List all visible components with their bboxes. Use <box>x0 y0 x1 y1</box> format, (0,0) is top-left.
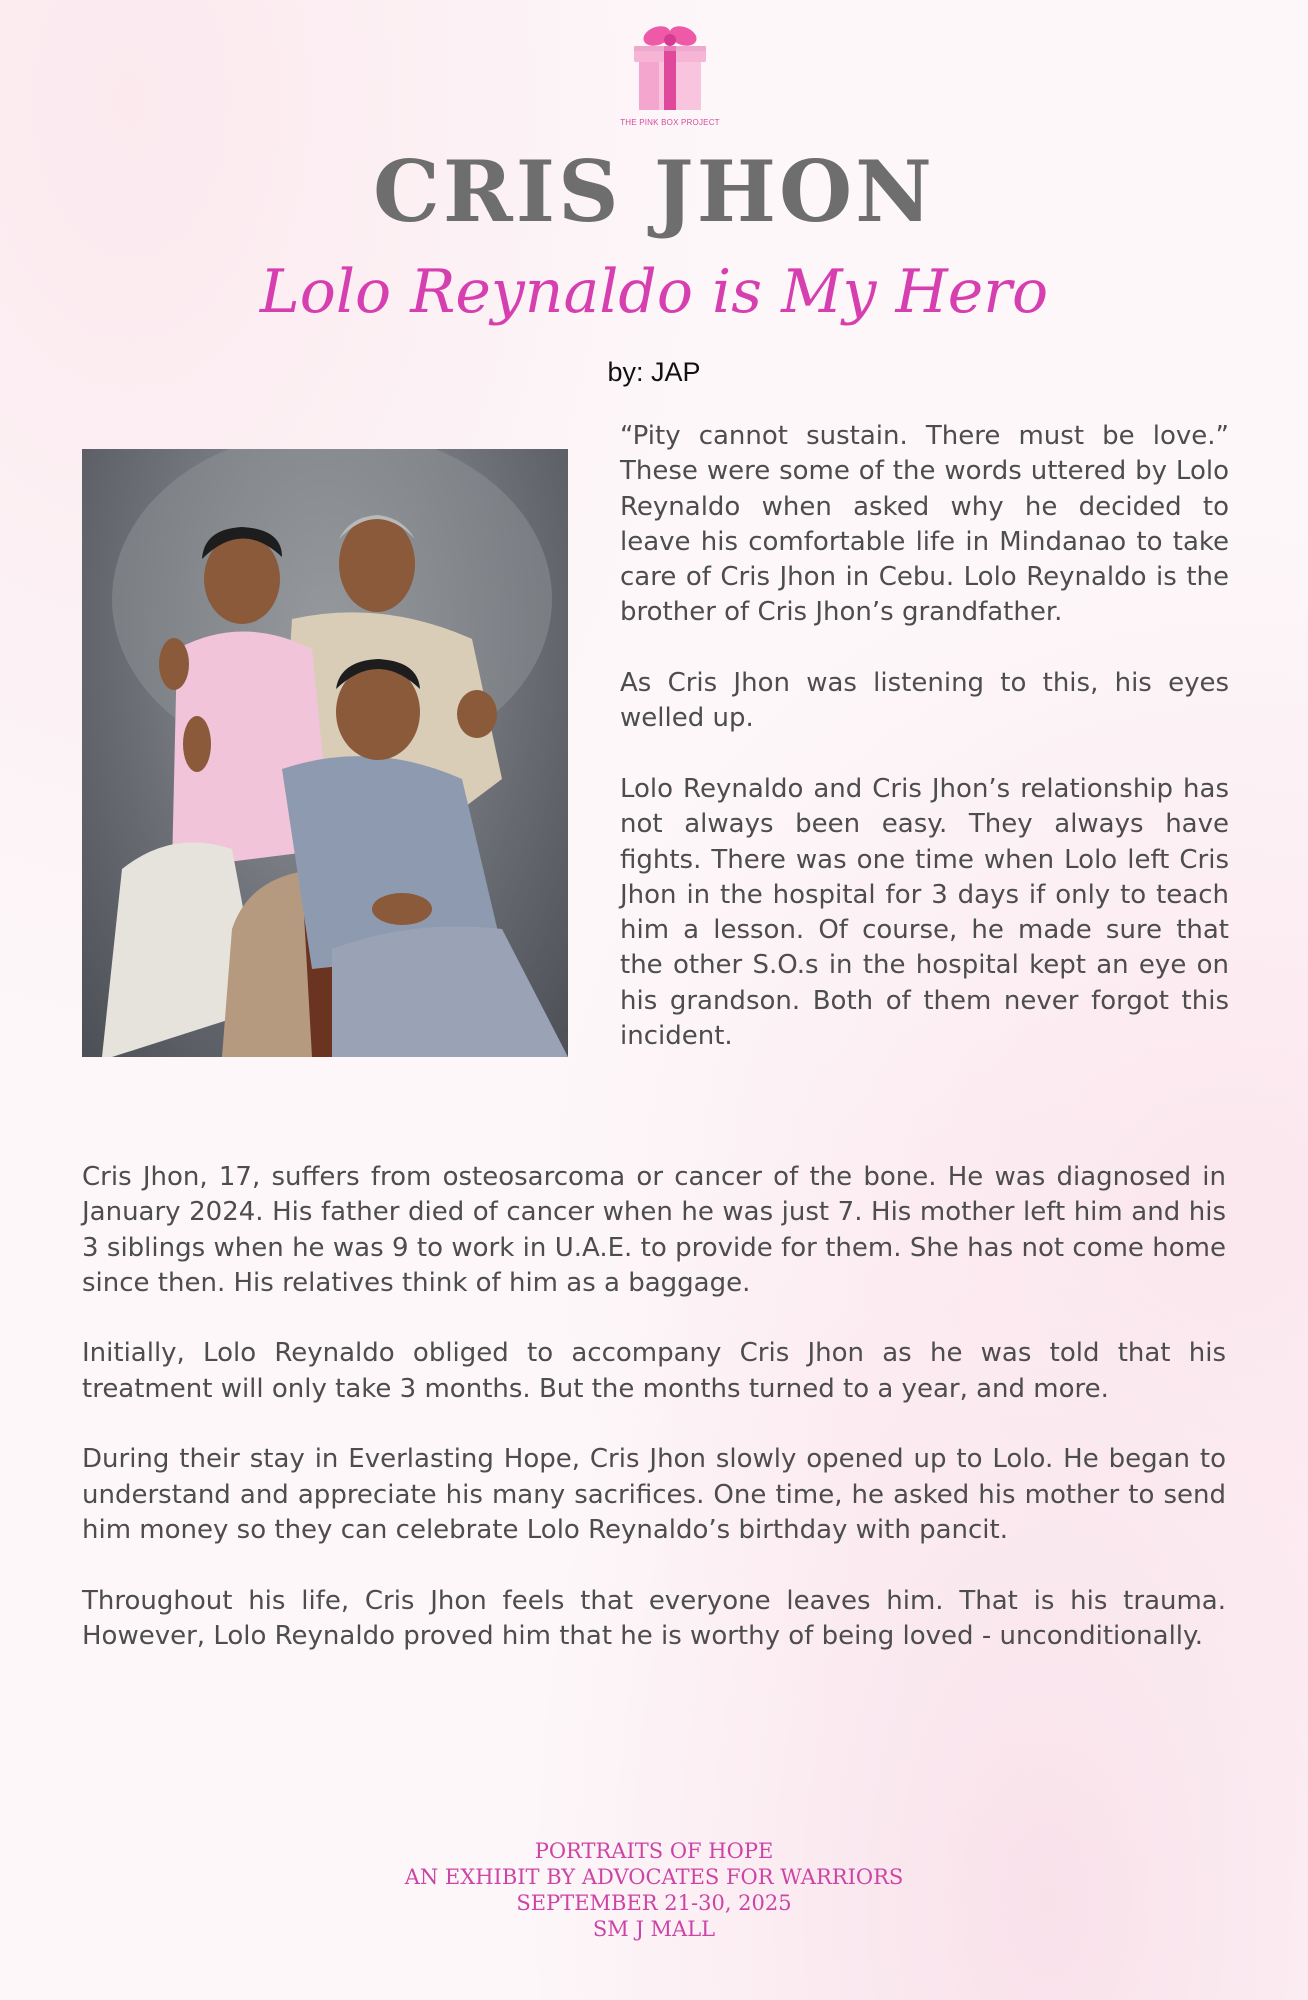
gift-box-icon <box>624 22 716 114</box>
logo-text: THE PINK BOX PROJECT <box>620 118 720 127</box>
page-title: CRIS JHON <box>373 142 935 241</box>
footer-line: PORTRAITS OF HOPE <box>534 1839 774 1863</box>
footer-line: SM J MALL <box>592 1917 716 1941</box>
paragraph: Lolo Reynaldo and Cris Jhon’s relationship has not always been easy. They always have fights. There was one time when Lolo left Cris Jhon in the hospital for 3 days if only to teach him a lesson. Of course, he made sure that the other S.O.s in the hospital kept an eye on his grandson. Both of them never forgot this incident. <box>620 773 1229 1052</box>
footer-line: AN EXHIBIT BY ADVOCATES FOR WARRIORS <box>404 1865 904 1889</box>
subtitle: Lolo Reynaldo is My Hero <box>259 257 1049 327</box>
byline: by: JAP <box>607 357 701 387</box>
paragraph: Initially, Lolo Reynaldo obliged to accompany Cris Jhon as he was told that his treatment will only take 3 months. But the months turned to a year, and more. <box>82 1338 1226 1404</box>
article-body <box>82 1160 1226 1654</box>
pink-box-logo <box>610 22 730 127</box>
paragraph: Cris Jhon, 17, suffers from osteosarcoma or cancer of the bone. He was diagnosed in January 2024. His father died of cancer when he was just 7. His mother left him and his 3 siblings when he was 9 to work in U.A.E. to provide for them. She has not come home since then. His relatives think of him as a baggage. <box>82 1162 1226 1298</box>
footer-line: SEPTEMBER 21-30, 2025 <box>516 1891 792 1915</box>
exhibit-footer <box>0 1838 1308 1942</box>
paragraph: Throughout his life, Cris Jhon feels that everyone leaves him. That is his trauma. However, Lolo Reynaldo proved him that he is worthy of being loved - unconditionally. <box>82 1585 1226 1651</box>
paragraph: During their stay in Everlasting Hope, Cris Jhon slowly opened up to Lolo. He began to understand and appreciate his many sacrifices. One time, he asked his mother to send him money so they can celebrate Lolo Reynaldo’s birthday with pancit. <box>82 1444 1226 1545</box>
paragraph: As Cris Jhon was listening to this, his eyes welled up. <box>620 668 1229 734</box>
family-portrait-photo <box>82 449 568 1057</box>
paragraph: “Pity cannot sustain. There must be love.” These were some of the words uttered by Lolo Reynaldo when asked why he decided to leave his comfortable life in Mindanao to take care of Cris Jhon in Cebu. Lolo Reynaldo is the brother of Cris Jhon’s grandfather. <box>620 421 1229 628</box>
article-intro-column <box>620 419 1229 1054</box>
